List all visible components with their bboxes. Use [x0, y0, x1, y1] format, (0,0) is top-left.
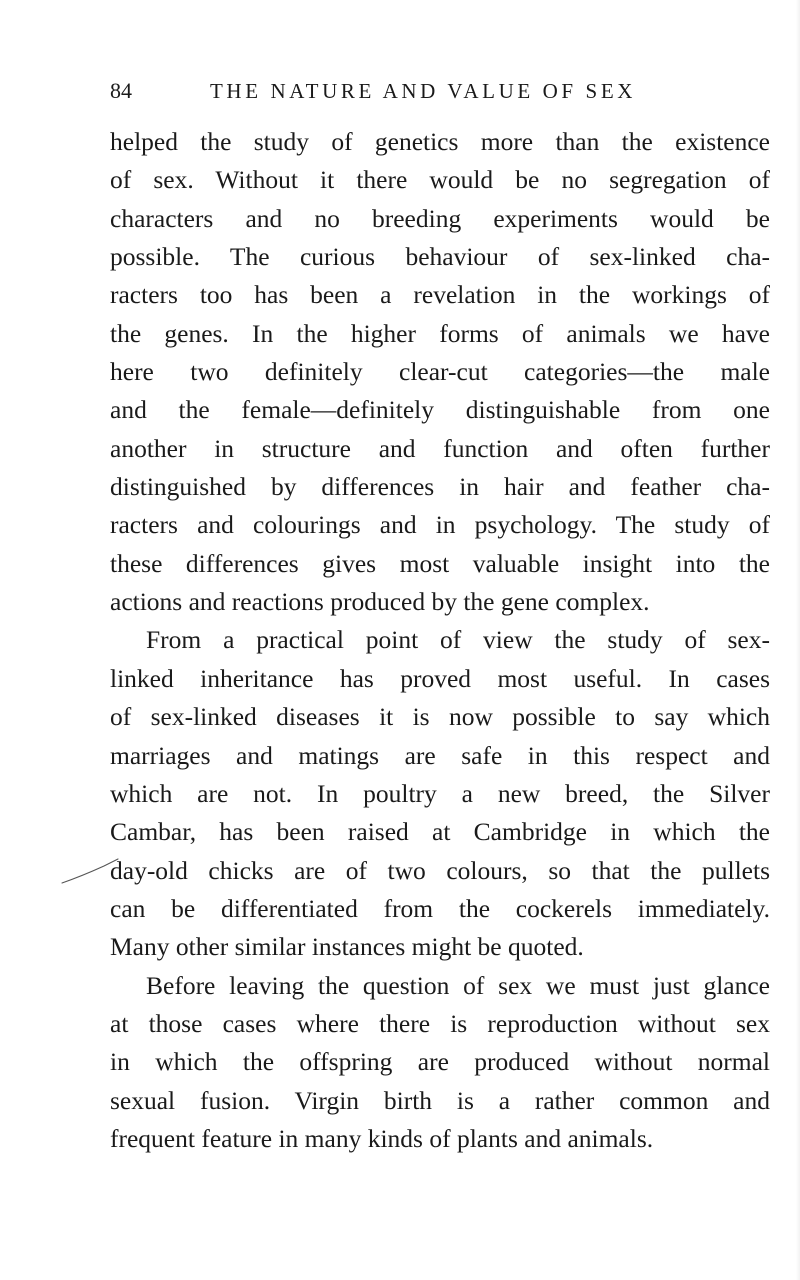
text-line: can be differentiated from the cockerels immediately.	[110, 893, 770, 923]
running-head	[110, 76, 690, 106]
text-line-paragraph-end: Many other similar instances might be quoted.	[110, 932, 584, 962]
text-line: racters and colourings and in psychology. The study of	[110, 510, 770, 540]
text-line-paragraph-start: Before leaving the question of sex we must just glance	[146, 970, 770, 1000]
text-line: which are not. In poultry a new breed, the Silver	[110, 778, 770, 808]
text-line: at those cases where there is reproduction without sex	[110, 1008, 770, 1038]
text-line-paragraph-start: From a practical point of view the study of sex-	[146, 625, 770, 655]
text-line: in which the offspring are produced without normal	[110, 1047, 770, 1077]
body-text	[110, 123, 770, 1158]
text-line: of sex. Without it there would be no segregation of	[110, 165, 770, 195]
text-line: these differences gives most valuable insight into the	[110, 548, 770, 578]
text-line: sexual fusion. Virgin birth is a rather common and	[110, 1085, 770, 1115]
text-line: day-old chicks are of two colours, so that the pullets	[110, 855, 770, 885]
text-line: distinguished by differences in hair and feather cha-	[110, 472, 770, 502]
text-line: another in structure and function and often further	[110, 433, 770, 463]
page-number: 84	[110, 78, 132, 103]
text-line: here two definitely clear-cut categories—the male	[110, 357, 770, 387]
text-line: possible. The curious behaviour of sex-linked cha-	[110, 242, 770, 272]
text-line: helped the study of genetics more than the existence	[110, 127, 770, 156]
text-line: characters and no breeding experiments would be	[110, 203, 770, 233]
running-head-title: THE NATURE AND VALUE OF SEX	[210, 79, 637, 103]
page-edge	[796, 0, 800, 1280]
text-line: marriages and matings are safe in this respect and	[110, 740, 770, 770]
pencil-mark	[60, 856, 120, 886]
text-line: linked inheritance has proved most useful. In cases	[110, 663, 770, 693]
text-line-paragraph-end: frequent feature in many kinds of plants and animals.	[110, 1123, 654, 1153]
text-line: and the female—definitely distinguishable from one	[110, 395, 770, 425]
text-line-paragraph-end: actions and reactions produced by the gene complex.	[110, 587, 650, 617]
text-line: the genes. In the higher forms of animals we have	[110, 318, 770, 348]
text-line: of sex-linked diseases it is now possible to say which	[110, 702, 770, 732]
text-line: racters too has been a revelation in the workings of	[110, 280, 770, 310]
text-line: Cambar, has been raised at Cambridge in which the	[110, 817, 770, 847]
